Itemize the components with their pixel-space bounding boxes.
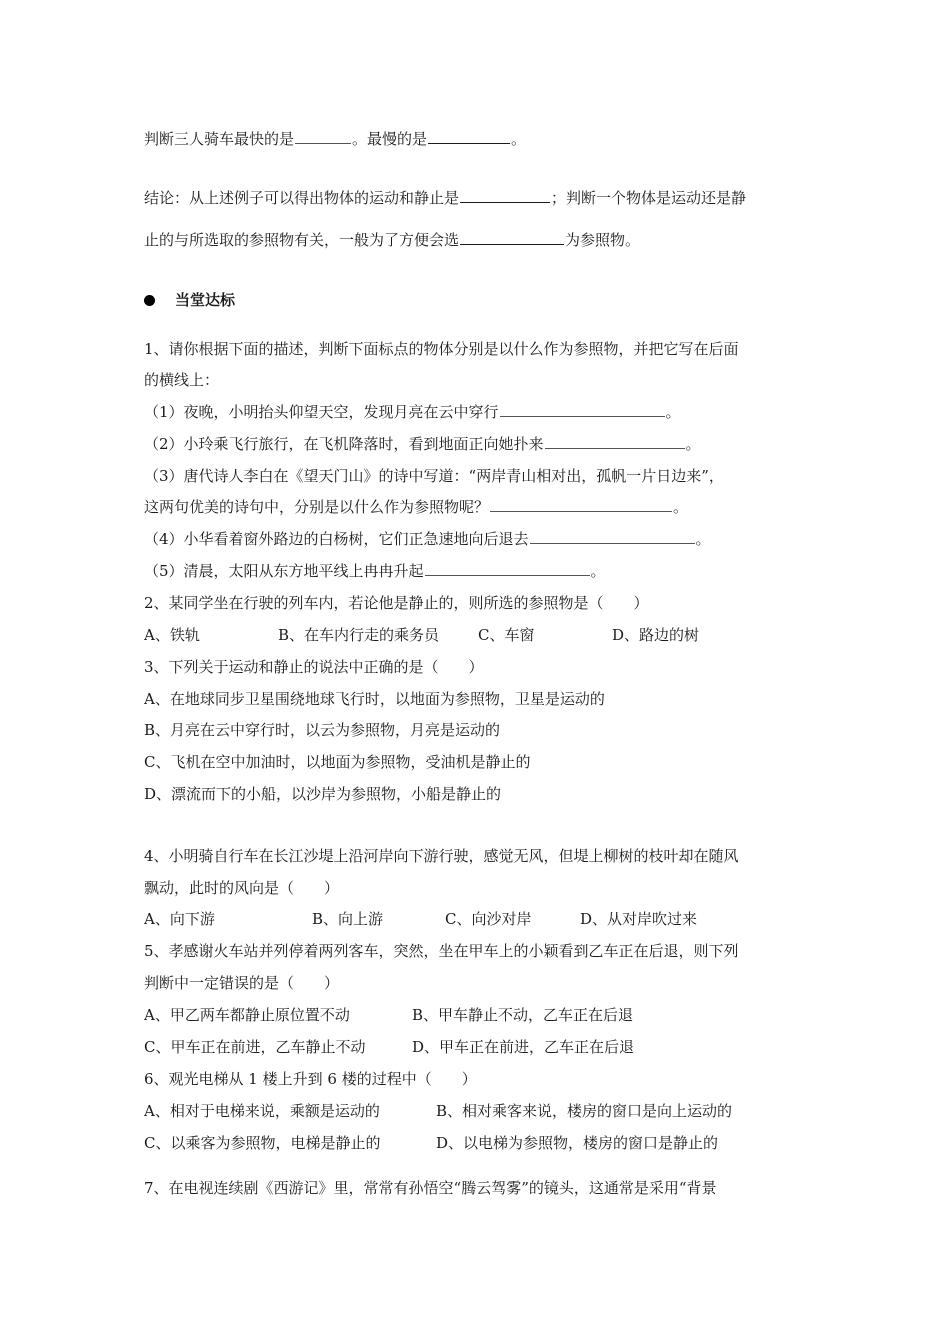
blank-fastest[interactable]	[295, 129, 351, 144]
text: 止的与所选取的参照物有关，一般为了方便会选	[144, 231, 460, 249]
q2-option-d[interactable]: D、路边的树	[612, 626, 700, 644]
text: 。	[590, 562, 606, 580]
text: 为参照物。	[565, 231, 641, 249]
text: 。	[665, 403, 681, 421]
q1-sub-1	[144, 402, 681, 422]
q3-option-a[interactable]: A、在地球同步卫星围绕地球飞行时，以地面为参照物，卫星是运动的	[144, 690, 605, 708]
text: 这两句优美的诗句中，分别是以什么作为参照物呢？	[144, 498, 490, 516]
q6-option-a[interactable]: A、相对于电梯来说，乘额是运动的	[144, 1102, 380, 1120]
q4-option-b[interactable]: B、向上游	[312, 910, 384, 928]
blank-relative[interactable]	[460, 188, 550, 203]
conclusion-line-1	[144, 188, 746, 208]
q4-stem-1: 4、小明骑自行车在长江沙堤上沿河岸向下游行驶，感觉无风，但堤上柳树的枝叶却在随风	[144, 847, 739, 865]
q5-option-c[interactable]: C、甲车正在前进，乙车静止不动	[144, 1038, 366, 1056]
q6-option-b[interactable]: B、相对乘客来说，楼房的窗口是向上运动的	[436, 1102, 733, 1120]
text: 。	[673, 498, 689, 516]
text: （1）夜晚，小明抬头仰望天空，发现月亮在云中穿行	[144, 403, 499, 421]
q3-stem: 3、下列关于运动和静止的说法中正确的是（ ）	[144, 658, 484, 676]
q3-option-c[interactable]: C、飞机在空中加油时，以地面为参照物，受油机是静止的	[144, 753, 531, 771]
q1-sub-4	[144, 529, 711, 549]
bullet-icon	[144, 295, 155, 306]
text: （5）清晨，太阳从东方地平线上冉冉升起	[144, 562, 424, 580]
q3-option-d[interactable]: D、漂流而下的小船，以沙岸为参照物，小船是静止的	[144, 785, 502, 803]
blank-q1-5[interactable]	[425, 561, 590, 576]
q3-option-b[interactable]: B、月亮在云中穿行时，以云为参照物，月亮是运动的	[144, 721, 501, 739]
blank-q1-1[interactable]	[500, 402, 665, 417]
q4-option-d[interactable]: D、从对岸吹过来	[580, 910, 698, 928]
q5-option-b[interactable]: B、甲车静止不动，乙车正在后退	[412, 1006, 634, 1024]
q2-option-a[interactable]: A、铁轨	[144, 626, 200, 644]
q4-option-c[interactable]: C、向沙对岸	[445, 910, 532, 928]
text: 判断三人骑车最快的是	[144, 130, 295, 148]
answer-line-speed	[144, 129, 526, 149]
q5-stem-1: 5、孝感谢火车站并列停着两列客车，突然，坐在甲车上的小颖看到乙车正在后退，则下列	[144, 942, 739, 960]
text: 。	[685, 435, 701, 453]
q4-stem-2: 飘动，此时的风向是（ ）	[144, 879, 340, 897]
blank-q1-4[interactable]	[530, 529, 695, 544]
q2-option-b[interactable]: B、在车内行走的乘务员	[278, 626, 440, 644]
q2-stem: 2、某同学坐在行驶的列车内，若论他是静止的，则所选的参照物是（ ）	[144, 594, 649, 612]
text: ；判断一个物体是运动还是静	[551, 189, 747, 207]
blank-q1-2[interactable]	[545, 434, 685, 449]
text: 。	[695, 530, 711, 548]
q1-sub-5	[144, 561, 606, 581]
q6-option-c[interactable]: C、以乘客为参照物，电梯是静止的	[144, 1134, 381, 1152]
q4-option-a[interactable]: A、向下游	[144, 910, 215, 928]
q1-sub-2	[144, 434, 701, 454]
q1-stem-2: 的横线上：	[144, 371, 220, 389]
q2-option-c[interactable]: C、车窗	[478, 626, 535, 644]
q6-stem: 6、观光电梯从 1 楼上升到 6 楼的过程中（ ）	[144, 1070, 477, 1088]
blank-slowest[interactable]	[428, 129, 510, 144]
heading-text: 当堂达标	[175, 291, 236, 309]
text: （4）小华看着窗外路边的白杨树，它们正急速地向后退去	[144, 530, 529, 548]
blank-q1-3[interactable]	[490, 497, 672, 512]
q7-stem: 7、在电视连续剧《西游记》里，常常有孙悟空“腾云驾雾”的镜头，这通常是采用“背景	[144, 1179, 717, 1197]
text: （2）小玲乘飞行旅行，在飞机降落时，看到地面正向她扑来	[144, 435, 544, 453]
blank-reference[interactable]	[460, 230, 564, 245]
q1-sub-3b	[144, 497, 688, 517]
conclusion-line-2	[144, 230, 640, 250]
q5-stem-2: 判断中一定错误的是（ ）	[144, 974, 340, 992]
q1-sub-3a: （3）唐代诗人李白在《望天门山》的诗中写道：“两岸青山相对出，孤帆一片日边来”，	[144, 467, 724, 485]
q5-option-d[interactable]: D、甲车正在前进，乙车正在后退	[412, 1038, 635, 1056]
text: 结论：从上述例子可以得出物体的运动和静止是	[144, 189, 460, 207]
text: 。最慢的是	[352, 130, 428, 148]
q1-stem-1: 1、请你根据下面的描述，判断下面标点的物体分别是以什么作为参照物，并把它写在后面	[144, 340, 739, 358]
q5-option-a[interactable]: A、甲乙两车都静止原位置不动	[144, 1006, 350, 1024]
text: 。	[511, 130, 527, 148]
q6-option-d[interactable]: D、以电梯为参照物，楼房的窗口是静止的	[436, 1134, 719, 1152]
section-heading	[144, 290, 235, 310]
